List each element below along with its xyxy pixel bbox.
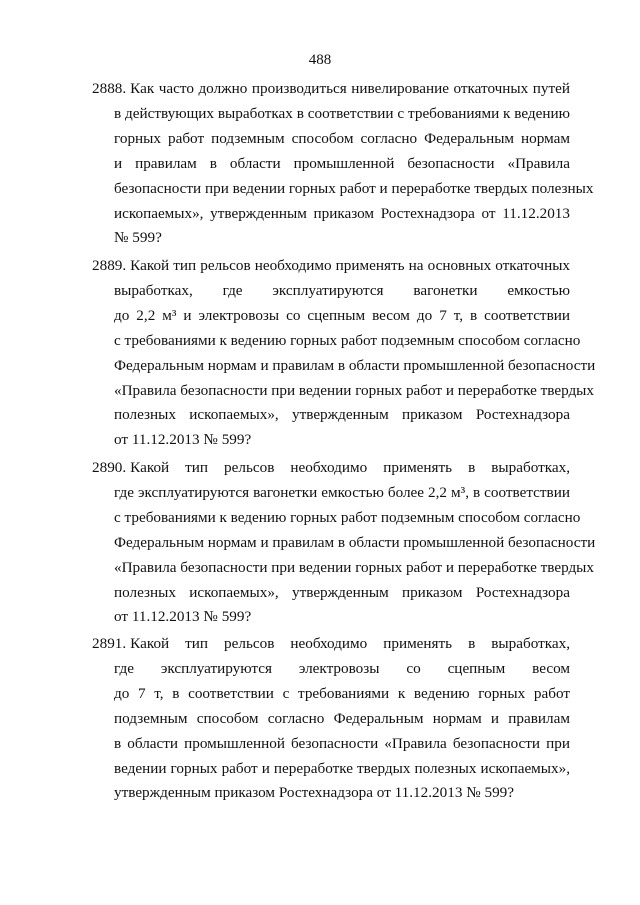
question-2890	[92, 456, 596, 630]
question-line	[92, 254, 570, 279]
question-line: ископаемых», утвержденным приказом Ростехнадзора от 11.12.2013	[114, 204, 570, 222]
question-line: с требованиями к ведению горных работ подземным способом согласно	[114, 508, 581, 526]
question-number: 2891.	[92, 635, 127, 652]
question-2891	[92, 632, 570, 806]
question-number: 2890.	[92, 459, 127, 476]
question-text: Какой тип рельсов необходимо применять на основных откаточных	[130, 257, 570, 274]
question-line: № 599?	[114, 229, 162, 247]
question-line: Федеральным нормам и правилам в области промышленной безопасности	[114, 533, 596, 551]
question-line: горных работ подземным способом согласно Федеральным нормам	[114, 129, 570, 147]
question-line	[92, 632, 570, 657]
question-text: Как часто должно производиться нивелирование откаточных путей	[130, 80, 570, 97]
question-2889	[92, 254, 596, 453]
question-line: от 11.12.2013 № 599?	[114, 608, 252, 626]
question-line: до 7 т, в соответствии с требованиями к ведению горных работ	[114, 684, 570, 702]
question-text: Какой тип рельсов необходимо применять в выработках,	[130, 459, 570, 476]
question-line: в области промышленной безопасности «Правила безопасности при	[114, 734, 570, 752]
question-text: Какой тип рельсов необходимо применять в выработках,	[130, 635, 570, 652]
question-line	[92, 456, 570, 481]
question-line: безопасности при ведении горных работ и переработке твердых полезных	[114, 179, 594, 197]
question-line: «Правила безопасности при ведении горных работ и переработке твердых	[114, 381, 594, 399]
question-line: в действующих выработках в соответствии с требованиями к ведению	[114, 104, 570, 122]
question-line: ведении горных работ и переработке твердых полезных ископаемых»,	[114, 759, 570, 777]
question-line: «Правила безопасности при ведении горных работ и переработке твердых	[114, 558, 594, 576]
page-number: 488	[308, 52, 332, 68]
question-line: где эксплуатируются электровозы со сцепным весом	[114, 659, 570, 677]
question-line: где эксплуатируются вагонетки емкостью более 2,2 м³, в соответствии	[114, 483, 570, 501]
question-2888	[92, 77, 594, 251]
question-line: выработках, где эксплуатируются вагонетки емкостью	[114, 281, 570, 299]
question-line: утвержденным приказом Ростехнадзора от 11.12.2013 № 599?	[114, 784, 515, 802]
question-line: с требованиями к ведению горных работ подземным способом согласно	[114, 331, 581, 349]
question-line: полезных ископаемых», утвержденным приказом Ростехнадзора	[114, 583, 570, 601]
question-line: полезных ископаемых», утвержденным приказом Ростехнадзора	[114, 406, 570, 424]
question-line: Федеральным нормам и правилам в области промышленной безопасности	[114, 356, 596, 374]
question-line: до 2,2 м³ и электровозы со сцепным весом до 7 т, в соответствии	[114, 306, 570, 324]
question-number: 2888.	[92, 80, 127, 97]
question-line	[92, 77, 570, 102]
question-number: 2889.	[92, 257, 127, 274]
question-line: от 11.12.2013 № 599?	[114, 431, 252, 449]
question-line: и правилам в области промышленной безопасности «Правила	[114, 154, 570, 172]
question-line: подземным способом согласно Федеральным нормам и правилам	[114, 709, 570, 727]
